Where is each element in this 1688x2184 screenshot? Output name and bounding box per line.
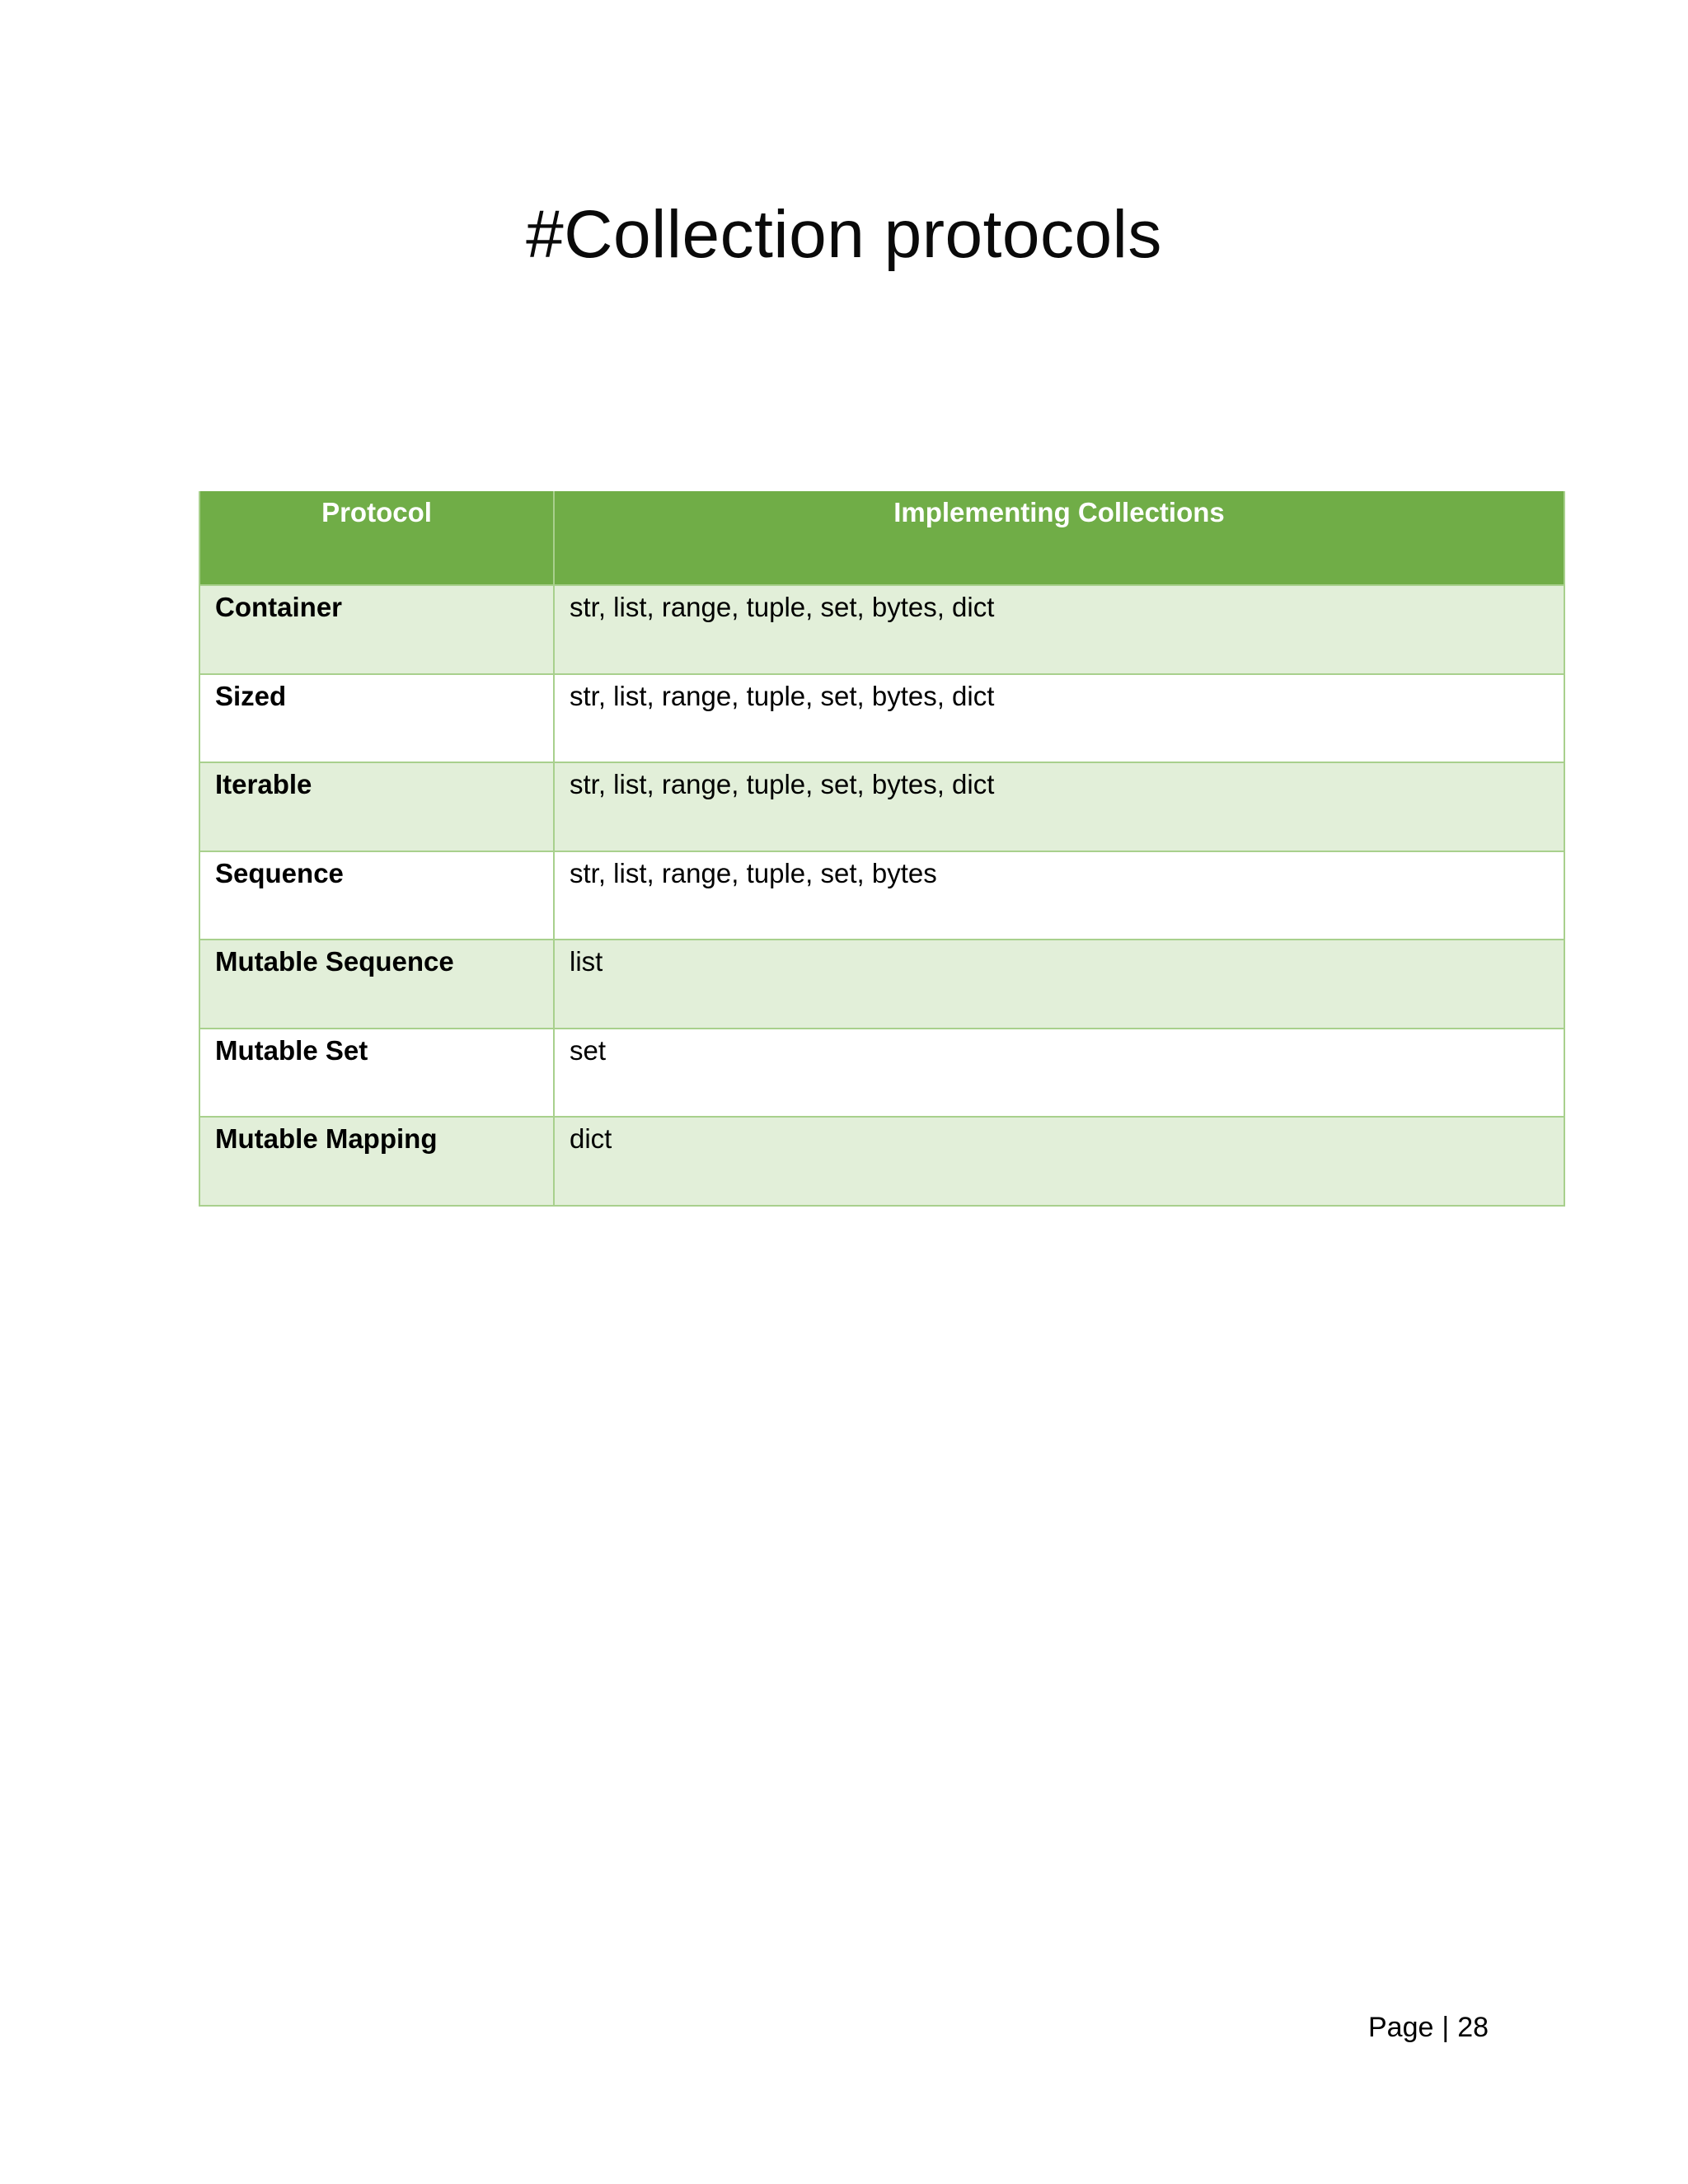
table-row bbox=[199, 762, 1564, 851]
protocol-cell: Mutable Set bbox=[199, 1029, 554, 1118]
collections-cell: list bbox=[554, 940, 1564, 1029]
table-row bbox=[199, 674, 1564, 763]
page-number: 28 bbox=[1457, 2012, 1489, 2043]
table-row bbox=[199, 1029, 1564, 1118]
header-protocol: Protocol bbox=[199, 491, 554, 585]
collections-cell: set bbox=[554, 1029, 1564, 1118]
header-implementing-collections: Implementing Collections bbox=[554, 491, 1564, 585]
table-row bbox=[199, 851, 1564, 940]
collections-cell: str, list, range, tuple, set, bytes, dict bbox=[554, 674, 1564, 763]
page-label: Page bbox=[1368, 2012, 1434, 2043]
protocol-cell: Mutable Sequence bbox=[199, 940, 554, 1029]
table-row bbox=[199, 1117, 1564, 1206]
page-footer bbox=[1368, 2012, 1489, 2044]
protocols-table bbox=[199, 491, 1565, 1207]
protocol-cell: Sized bbox=[199, 674, 554, 763]
protocol-cell: Iterable bbox=[199, 762, 554, 851]
collections-cell: str, list, range, tuple, set, bytes bbox=[554, 851, 1564, 940]
collections-cell: str, list, range, tuple, set, bytes, dict bbox=[554, 585, 1564, 674]
collections-cell: dict bbox=[554, 1117, 1564, 1206]
page-separator: | bbox=[1442, 2012, 1450, 2043]
table-body bbox=[199, 585, 1564, 1206]
table-row bbox=[199, 940, 1564, 1029]
protocol-cell: Container bbox=[199, 585, 554, 674]
collections-cell: str, list, range, tuple, set, bytes, dict bbox=[554, 762, 1564, 851]
protocol-cell: Sequence bbox=[199, 851, 554, 940]
protocol-cell: Mutable Mapping bbox=[199, 1117, 554, 1206]
protocols-table-container bbox=[199, 491, 1564, 1207]
page-title: #Collection protocols bbox=[526, 197, 1162, 272]
table-header bbox=[199, 491, 1564, 585]
table-row bbox=[199, 585, 1564, 674]
header-row bbox=[199, 491, 1564, 585]
